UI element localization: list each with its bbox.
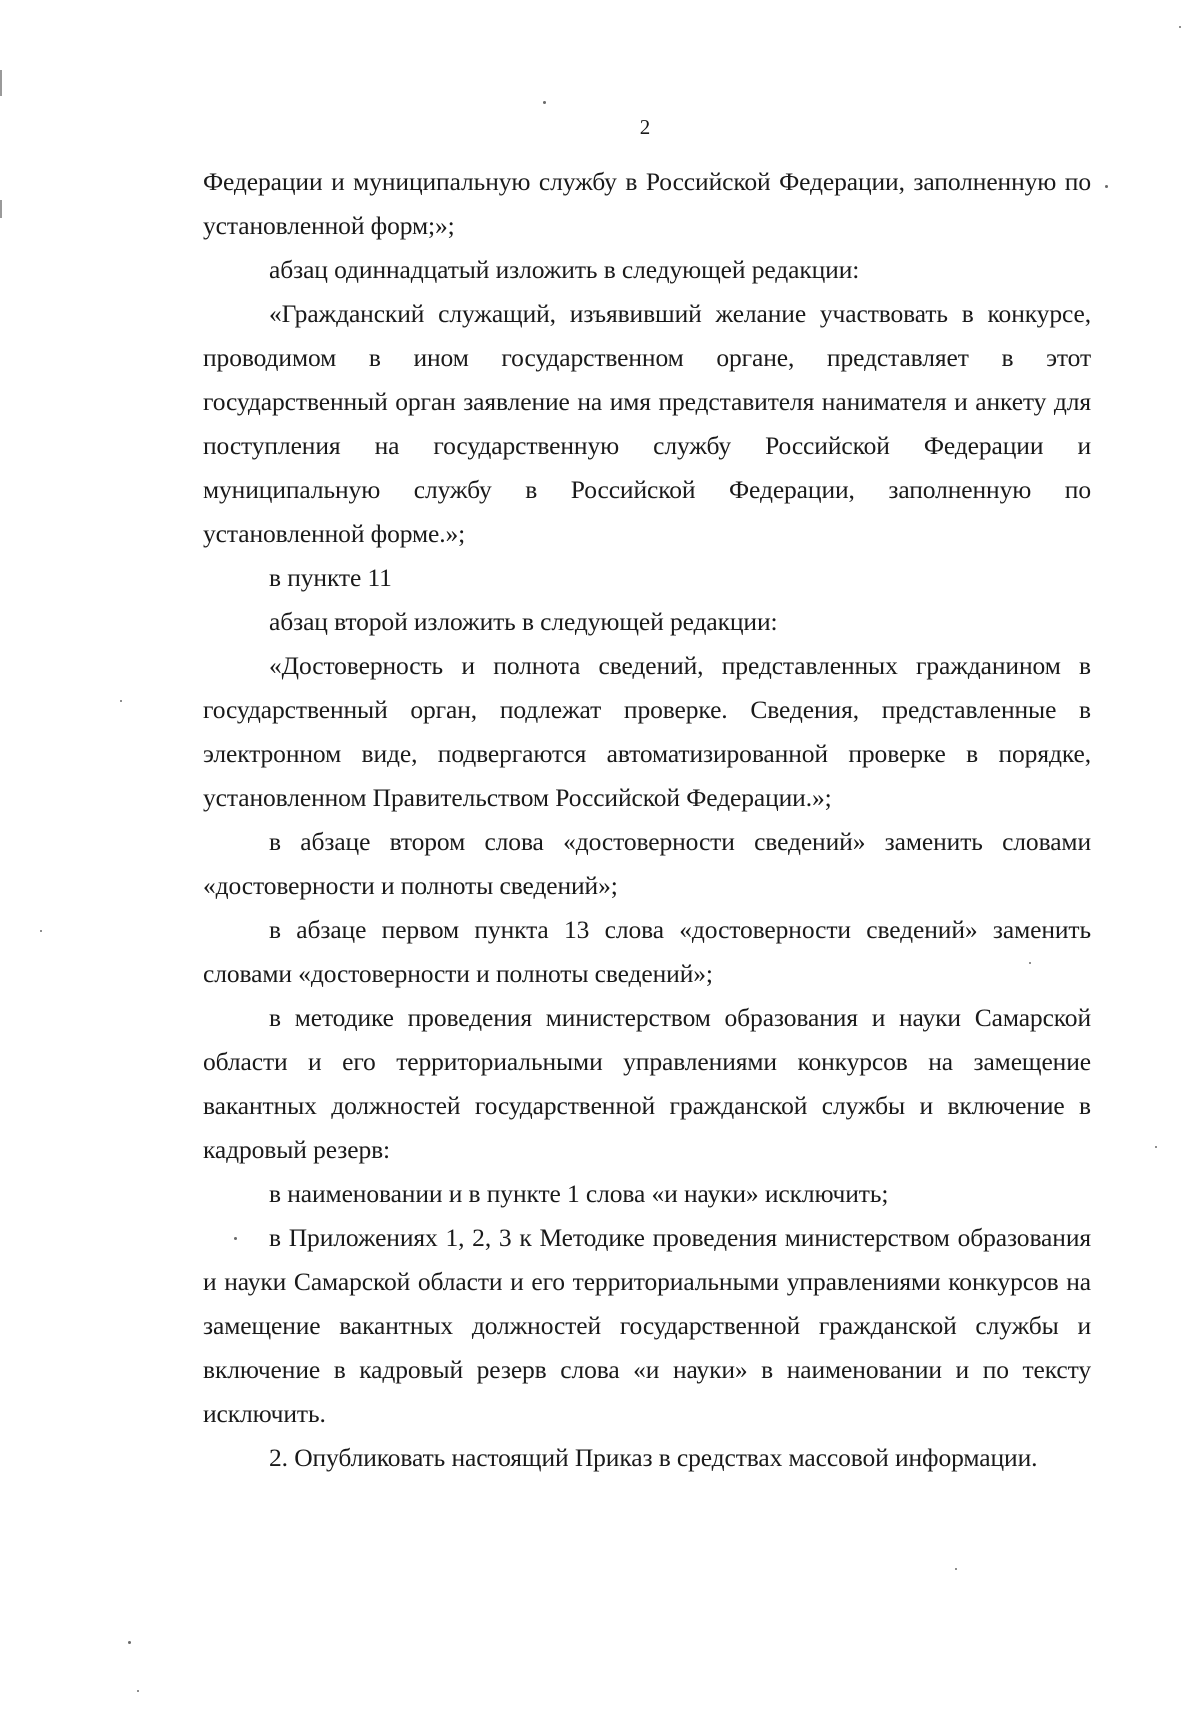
paragraph: абзац второй изложить в следующей редакции: (269, 607, 778, 636)
scan-speck (1179, 26, 1181, 28)
scan-speck (128, 1641, 131, 1644)
paragraph: в методике проведения министерством образования и науки Самарской области и его территориальными управлениями конкурсов на замещение вакантных должностей государственной гражданской службы и включение в кадровый резерв: (203, 1003, 1091, 1164)
paragraph: в абзаце первом пункта 13 слова «достоверности сведений» заменить словами «достоверности и полноты сведений»; (203, 915, 1091, 988)
paragraph: в абзаце втором слова «достоверности сведений» заменить словами «достоверности и полноты сведений»; (203, 827, 1091, 900)
scan-speck (1029, 962, 1031, 964)
scan-edge-mark (0, 200, 2, 218)
paragraph: «Гражданский служащий, изъявивший желание участвовать в конкурсе, проводимом в ином государственном органе, представляет в этот государственный орган заявление на имя представителя нанимателя и анкету для поступления на государственную службу Российской Федерации и муниципальную службу в Российской Федерации, заполненную по установленной форме.»; (203, 299, 1091, 548)
scan-speck (137, 1690, 139, 1692)
scan-speck (1105, 185, 1108, 188)
scan-speck (234, 1237, 237, 1240)
paragraph: в пункте 11 (269, 563, 392, 592)
paragraph: «Достоверность и полнота сведений, представленных гражданином в государственный орган, подлежат проверке. Сведения, представленные в электронном виде, подвергаются автоматизированной проверке в порядке, установленном Правительством Российской Федерации.»; (203, 651, 1091, 812)
page-number: 2 (639, 115, 651, 139)
scan-speck (543, 101, 546, 104)
document-body (203, 160, 1091, 1480)
paragraph: 2. Опубликовать настоящий Приказ в средствах массовой информации. (269, 1443, 1038, 1472)
scan-speck (1155, 1146, 1157, 1148)
paragraph: абзац одиннадцатый изложить в следующей редакции: (269, 255, 860, 284)
paragraph: в Приложениях 1, 2, 3 к Методике проведения министерством образования и науки Самарской области и его территориальными управлениями конкурсов на замещение вакантных должностей государственной гражданской службы и включение в кадровый резерв слова «и науки» в наименовании и по тексту исключить. (203, 1223, 1091, 1428)
scan-edge-mark (0, 70, 2, 96)
paragraph: Федерации и муниципальную службу в Российской Федерации, заполненную по установленной форм;»; (203, 167, 1091, 240)
scan-speck (120, 700, 122, 702)
scan-speck (40, 930, 42, 932)
paragraph: в наименовании и в пункте 1 слова «и науки» исключить; (269, 1179, 889, 1208)
scan-speck (955, 1568, 957, 1570)
